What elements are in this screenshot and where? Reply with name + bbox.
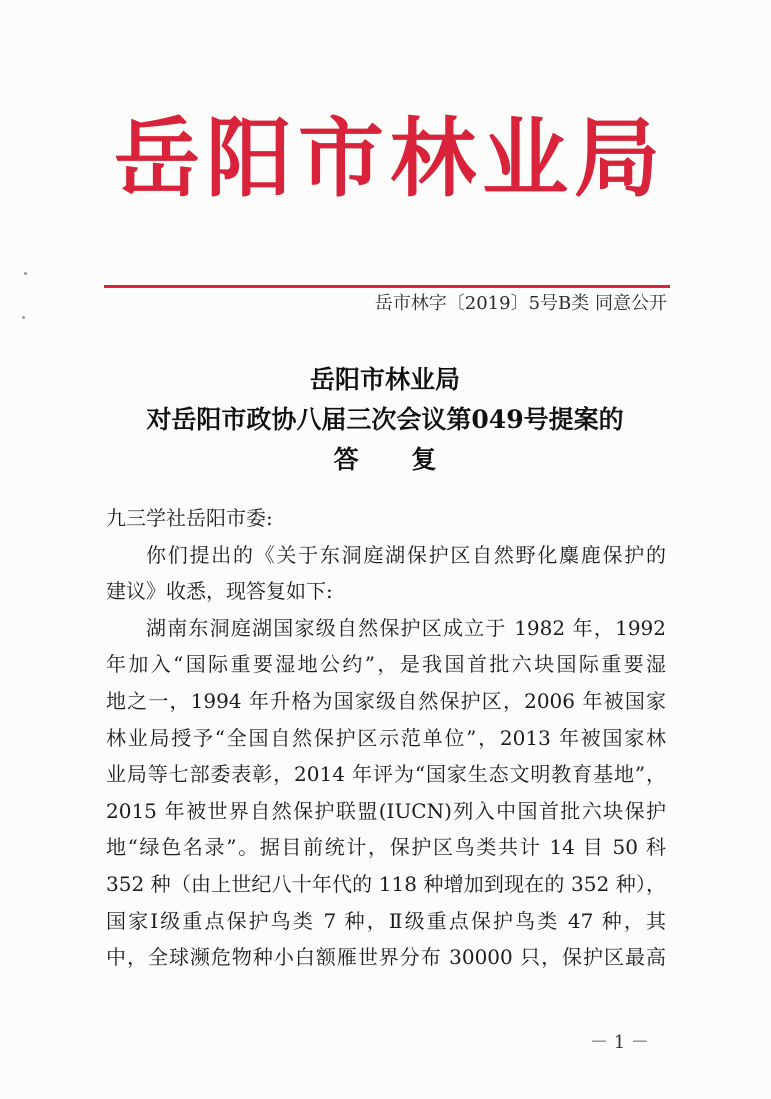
body-line: 2015 年被世界自然保护联盟(IUCN)列入中国首批六块保护 bbox=[106, 798, 666, 823]
body-line: 地之一，1994 年升格为国家级自然保护区，2006 年被国家 bbox=[106, 688, 666, 713]
body-line: 湖南东洞庭湖国家级自然保护区成立于 1982 年，1992 bbox=[146, 615, 666, 640]
title-line-reply: 答 复 bbox=[333, 445, 459, 474]
body-line: 地“绿色名录”。据目前统计，保护区鸟类共计 14 目 50 科 bbox=[106, 835, 666, 860]
page-number: － 1 － bbox=[590, 1032, 649, 1053]
body-line: 年加入“国际重要湿地公约”，是我国首批六块国际重要湿 bbox=[106, 652, 666, 677]
body-line: 国家Ⅰ级重点保护鸟类 7 种，Ⅱ级重点保护鸟类 47 种，其 bbox=[106, 908, 666, 933]
body-line: 你们提出的《关于东洞庭湖保护区自然野化麋鹿保护的 bbox=[146, 542, 666, 567]
body-line: 建议》收悉，现答复如下: bbox=[106, 579, 333, 604]
scan-speck bbox=[22, 316, 25, 319]
body-line: 352 种（由上世纪八十年代的 118 种增加到现在的 352 种）， bbox=[106, 871, 666, 896]
document-title bbox=[80, 360, 690, 480]
title-line-agency: 岳阳市林业局 bbox=[309, 365, 460, 394]
body-line: 业局等七部委表彰，2014 年评为“国家生态文明教育基地”， bbox=[106, 762, 666, 787]
scan-speck bbox=[24, 272, 27, 275]
document-body bbox=[106, 500, 666, 976]
letterhead-red-rule bbox=[104, 285, 670, 288]
salutation: 九三学社岳阳市委: bbox=[106, 506, 273, 530]
agency-letterhead: 岳阳市林业局 bbox=[114, 109, 666, 209]
body-line: 林业局授予“全国自然保护区示范单位”，2013 年被国家林 bbox=[106, 725, 666, 750]
document-number: 岳市林字〔2019〕5号B类 同意公开 bbox=[374, 293, 667, 314]
title-line-subject: 对岳阳市政协八届三次会议第049号提案的 bbox=[146, 405, 624, 434]
body-line: 中，全球濒危物种小白额雁世界分布 30000 只，保护区最高 bbox=[106, 945, 666, 970]
